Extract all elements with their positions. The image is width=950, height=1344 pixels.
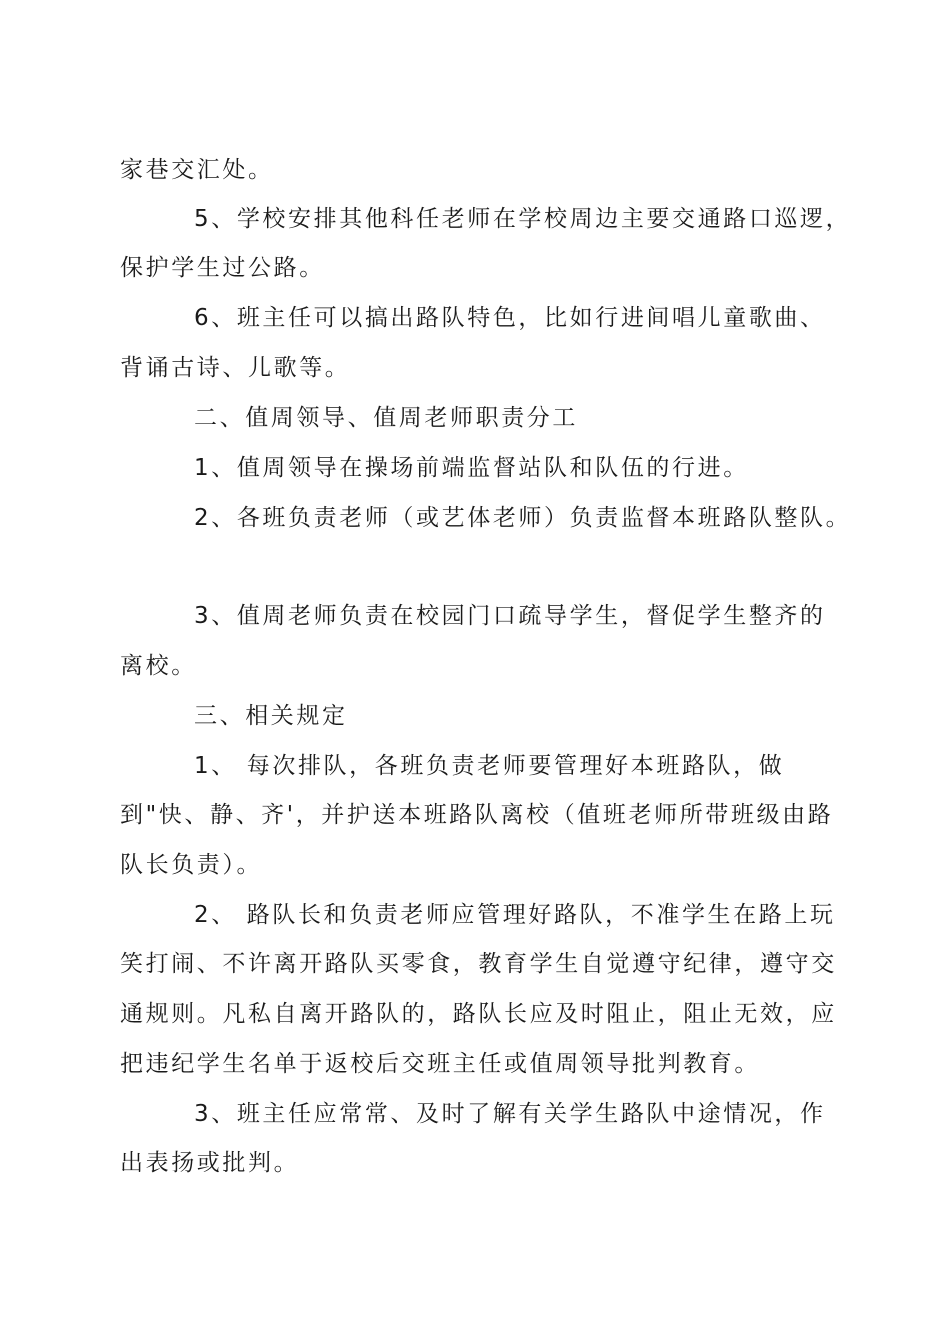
text-line: 笑打闹、不许离开路队买零食，教育学生自觉遵守纪律，遵守交 <box>120 951 837 977</box>
text-line: 5、学校安排其他科任老师在学校周边主要交通路口巡逻， <box>194 206 852 232</box>
text-line: 3、班主任应常常、及时了解有关学生路队中途情况，作 <box>194 1101 826 1127</box>
text-line: 队长负责）。 <box>120 852 263 878</box>
text-line: 3、值周老师负责在校园门口疏导学生，督促学生整齐的 <box>194 603 826 629</box>
text-line: 背诵古诗、儿歌等。 <box>120 355 351 381</box>
text-line: 2、各班负责老师（或艺体老师）负责监督本班路队整队。 <box>194 505 852 531</box>
text-line: 6、班主任可以搞出路队特色，比如行进间唱儿童歌曲、 <box>194 305 826 331</box>
text-line: 把违纪学生名单于返校后交班主任或值周领导批判教育。 <box>120 1051 760 1077</box>
text-line: 家巷交汇处。 <box>120 157 274 183</box>
section-heading: 二、值周领导、值周老师职责分工 <box>194 405 578 431</box>
text-line: 通规则。凡私自离开路队的，路队长应及时阻止，阻止无效，应 <box>120 1001 837 1027</box>
text-line: 到"快、静、齐'，并护送本班路队离校（值班老师所带班级由路 <box>120 802 834 828</box>
text-line: 1、 每次排队，各班负责老师要管理好本班路队，做 <box>194 753 785 779</box>
text-line: 保护学生过公路。 <box>120 255 325 281</box>
text-line: 1、值周领导在操场前端监督站队和队伍的行进。 <box>194 455 749 481</box>
text-line: 2、 路队长和负责老师应管理好路队，不准学生在路上玩 <box>194 902 836 928</box>
text-line: 离校。 <box>120 653 197 679</box>
section-heading: 三、相关规定 <box>194 703 348 729</box>
text-line: 出表扬或批判。 <box>120 1150 300 1176</box>
